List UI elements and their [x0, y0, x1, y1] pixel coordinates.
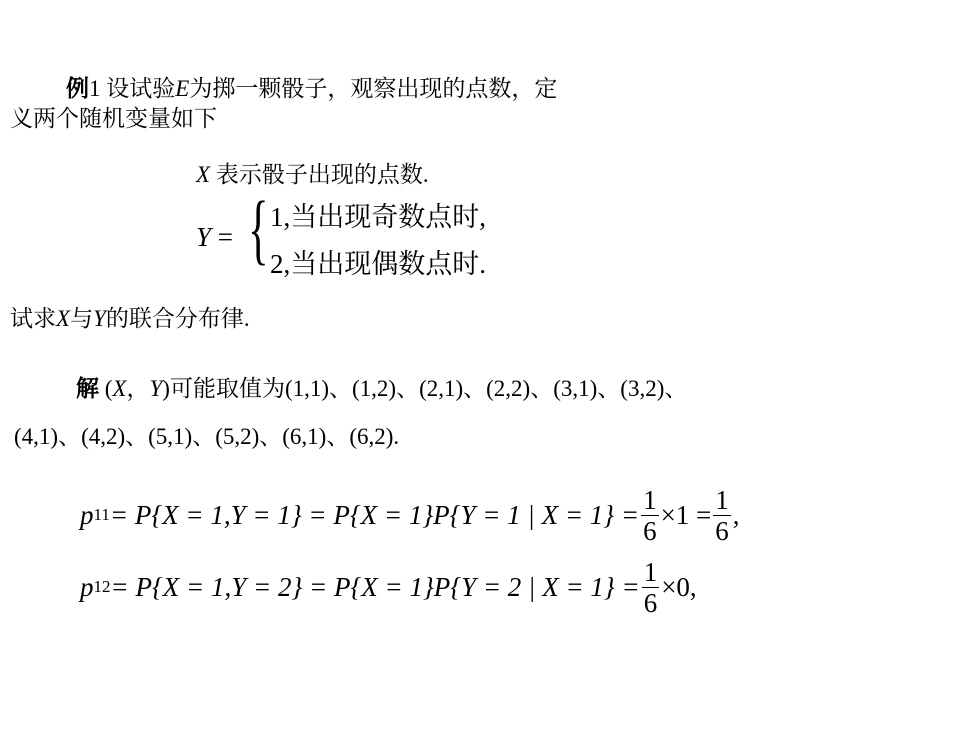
question-text-b: 与 [70, 306, 94, 331]
solution-line-2: (4,1)、(4,2)、(5,1)、(5,2)、(6,1)、(6,2). [14, 424, 400, 449]
f1-mid: ×1 = [660, 499, 712, 530]
f1-frac2-num: 1 [715, 484, 729, 515]
example-label: 例 [66, 76, 89, 101]
f1-fraction-1 [641, 485, 659, 546]
question-text-a: 试求 [10, 306, 56, 331]
example-text-b: 为掷一颗骰子，观察出现的点数，定 [189, 76, 558, 101]
example-line-2: 义两个随机变量如下 [10, 106, 217, 131]
var-e: E [175, 76, 190, 101]
solution-x: X [112, 376, 127, 401]
formula-p11 [80, 476, 740, 554]
y-lhs [196, 222, 233, 253]
question-text-c: 的联合分布律. [105, 306, 250, 331]
f2-p: p [80, 571, 94, 602]
solution-text-a: ( [99, 376, 113, 401]
solution-line-1 [76, 370, 687, 403]
f2-frac-num: 1 [643, 556, 658, 587]
f1-frac2-den: 6 [715, 515, 729, 546]
f2-frac-den: 6 [643, 587, 658, 618]
x-var: X [196, 162, 211, 187]
f1-sub: 11 [93, 505, 110, 524]
question-y: Y [93, 306, 106, 331]
f2-fraction [642, 557, 660, 618]
f1-p: p [80, 499, 94, 530]
f2-end: ×0, [661, 571, 697, 602]
example-number: 1 [89, 76, 101, 101]
y-case-1: 1,当出现奇数点时, [270, 202, 486, 232]
left-brace: { [248, 185, 269, 272]
x-definition [196, 156, 429, 189]
f1-frac1-den: 6 [643, 515, 657, 546]
solution-y: Y [149, 376, 163, 401]
formula-p12 [80, 548, 697, 626]
question [10, 300, 250, 333]
y-var: Y [196, 222, 212, 252]
y-case-2: 2,当出现偶数点时. [270, 249, 486, 279]
f2-sub: 12 [93, 577, 111, 596]
solution-text-b: )可能取值为(1,1)、(1,2)、(2,1)、(2,2)、(3,1)、(3,2)、 [162, 376, 688, 401]
x-text: 表示骰子出现的点数. [210, 162, 429, 187]
f2-body: = P{X = 1,Y = 2} = P{X = 1}P{Y = 2 | X = 1} = [110, 571, 640, 602]
question-x: X [56, 306, 71, 331]
solution-sep: ， [126, 376, 150, 401]
y-eq: = [211, 222, 234, 252]
f1-body: = P{X = 1,Y = 1} = P{X = 1}P{Y = 1 | X = 1} = [109, 499, 640, 530]
f1-frac1-num: 1 [643, 484, 657, 515]
f1-fraction-2 [713, 485, 731, 546]
example-line-1 [66, 70, 557, 103]
solution-label: 解 [76, 376, 99, 401]
f1-end: , [732, 499, 740, 530]
example-text-a: 设试验 [100, 76, 176, 101]
